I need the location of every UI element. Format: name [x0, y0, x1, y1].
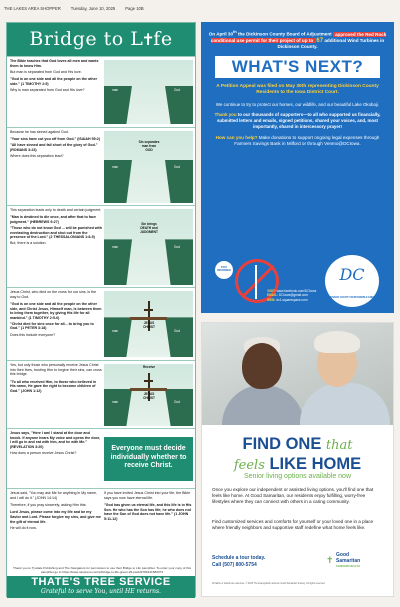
panel-text [10, 59, 102, 95]
stay-informed-badge: STAY INFORMED [215, 261, 233, 279]
schedule-text: Schedule a tour today. [212, 555, 266, 561]
cliff-left [104, 389, 132, 426]
contact-info [267, 289, 329, 302]
cliff-left [104, 317, 132, 357]
brand-line-1: Good [336, 552, 350, 558]
cross-icon: ✝ [141, 30, 156, 49]
panel-line: Does this include everyone? [10, 332, 56, 337]
page-header [4, 2, 396, 14]
sponsor-name: THATE'S TREE SERVICE [31, 576, 171, 588]
help-body: Make donations to support ongoing legal expenses through Farmers Savings Bank in Milford or through Venmo@DCIowa. [234, 134, 380, 146]
panel-line: "Your sins have cut you off from God." (ISAIAH 59:2) [10, 137, 100, 142]
issue-date: Tuesday, June 10, 2025 [70, 5, 116, 11]
label-jesus: JESUS CHRIST [143, 321, 155, 329]
man-figure [222, 385, 304, 425]
panel-line: This separation leads only to death and certain judgment. [10, 208, 102, 212]
turbine-count: 67 [316, 37, 324, 44]
thanks-text [209, 112, 386, 129]
phone-number[interactable]: Call (507) 800-5754 [212, 561, 257, 568]
panel-line: "God is on one side and all the people on the other side." (1 TIMOTHY 2:5) [10, 77, 97, 86]
ad-footer-art [207, 255, 388, 309]
cross-bridge-illustration [104, 291, 193, 357]
bridge-title-right: fe [153, 28, 173, 50]
brand-line-2: Samaritan [336, 557, 361, 564]
label-god: God [174, 400, 181, 404]
bridge-plank [130, 388, 167, 391]
panel-text [10, 290, 102, 340]
senior-options-tagline: Senior living options available now [243, 473, 351, 480]
panel-line: "Those who do not know God ... will be punished with everlasting destruction and shut out from the presence of the Lord." (2 THESSALONIANS 1:8-9) [10, 226, 102, 240]
panel-line: Therefore, if you pray sincerely, asking Him this: [10, 502, 87, 507]
label-god: God [174, 245, 181, 249]
intro-text: On April 30 [208, 31, 234, 37]
panel-text [10, 130, 102, 162]
ad-body-2: Find customized services and comforts for yourself or your loved one in a place where friendly neighbors and supportive staff redefine what home feels like. [212, 519, 374, 530]
bridge-panel-final [7, 488, 195, 564]
good-samaritan-logo [336, 553, 388, 570]
headline-part: LIKE HOME [269, 455, 362, 473]
panel-line: Why is man separated from God and His love? [10, 87, 85, 92]
brand-sub: SANFORD HEALTH [336, 565, 360, 569]
headline-part: FIND ONE [242, 435, 322, 453]
panel-line: Yes, but only those who personally receive Jesus Christ into their lives, trusting Him to forgive their sins, can cross this bridge. [10, 363, 102, 377]
eternal-life-text [104, 491, 192, 523]
senior-living-ad [201, 322, 394, 597]
permission-note: Thank you to Tyndale Publishing and The Navigators for permission to use their Bridge to Life pamphlet. To order your copy of this pamphlet go to https://www.navpress.com/p/bridge-to-life-green-25-pack/9781641583373 [13, 566, 191, 574]
good-samaritan-logo-icon: ✝ [326, 555, 334, 565]
label-man: man [112, 329, 119, 333]
bridge-panel-6 [7, 428, 195, 488]
bridge-plank [130, 317, 167, 320]
cross-bridge-illustration [104, 364, 193, 426]
label-receive: Receive [142, 365, 156, 369]
page-number: Page 10B [125, 5, 144, 11]
ad-intro [207, 29, 388, 50]
label-man: man [112, 165, 119, 169]
wind-turbine-ad [201, 22, 394, 313]
headline-script: that [325, 438, 353, 453]
label-man: man [112, 245, 119, 249]
visit-key: VISIT: [267, 289, 276, 293]
panel-line: "Christ died for sins once for all... to bring you to God." (1 PETER 3:18) [10, 321, 94, 331]
bridge-title [7, 23, 195, 56]
intro-sup: th [233, 30, 237, 34]
whats-next-headline: WHAT'S NEXT? [215, 56, 380, 78]
web-value: dc1.squarespace.com [276, 297, 308, 302]
woman-figure [300, 383, 390, 425]
label-jesus: JESUS CHRIST [143, 392, 155, 400]
headline-script: feels [233, 458, 265, 473]
paper-name: THE LAKES AREA SHOPPER [4, 5, 61, 11]
cliff-illustration [104, 209, 193, 285]
label-god: God [174, 88, 181, 92]
panel-line: How does a person receive Jesus Christ? [10, 450, 77, 455]
label-man: man [112, 400, 119, 404]
label-god: God [174, 329, 181, 333]
legal-fine-print: All faiths or beliefs are welcome. © 2025 The Evangelical Lutheran Good Samaritan Society. All rights reserved. [212, 583, 326, 585]
email-key: EMAIL: [267, 293, 278, 298]
woman-hair [314, 331, 360, 353]
label-sin: Sin separates man from GOD [138, 140, 160, 152]
panel-line: But man is separated from God and His love. [10, 69, 82, 74]
find-one-headline [202, 435, 393, 475]
bridge-panel-1 [7, 56, 195, 127]
bridge-panel-4 [7, 287, 195, 360]
cliff-right [165, 317, 193, 357]
intro-highlight: approved the Red Rock conditional use permit for their project of up to [210, 31, 387, 43]
panel-text [10, 208, 102, 249]
sponsor-banner [7, 576, 195, 598]
panel-line: Jesus said, "You may ask Me for anything in My name, and I will do it." (JOHN 14:14) [10, 491, 98, 500]
prayer-text [10, 491, 102, 533]
panel-text [10, 431, 102, 458]
panel-line: The Bible teaches that God loves all men and wants them to know Him. [10, 59, 99, 68]
panel-line: Because he has sinned against God. [10, 130, 69, 134]
panel-line: "God is on one side and all the people on the other side, and Christ Jesus, Himself man, is between them to bring them together, by giving His life for all mankind." (1 TIMOTHY 2:5-6) [10, 301, 102, 320]
panel-line: If you have invited Jesus Christ into your life, the Bible says you now have eternal life. [104, 491, 191, 500]
panel-line: Jesus says, "Here I am! I stand at the door and knock. If anyone hears My voice and opens the door, I will go in and eat with him, and he with Me." (REVELATION 3:20) [10, 431, 101, 449]
bridge-panel-5 [7, 360, 195, 428]
petition-text: A Petition Appeal was filed on May 30th representing Dickinson County Residents to the Iowa District Court. [216, 84, 379, 96]
thanks-body: to our thousands of supporters—to all who supported us financially, submitted letters and emails, signed petitions, shared your voices, and, most importantly, shared in intercessory prayer! [216, 112, 381, 129]
panel-line: Where does this separation lead? [10, 154, 64, 159]
panel-line: Jesus Christ, who died on the cross for our sins, is the way to God. [10, 290, 97, 299]
bridge-title-left: Bridge to L [29, 28, 144, 50]
web-key: WEB: [267, 297, 276, 302]
label-man: man [112, 88, 119, 92]
panel-line: But, there is a solution. [10, 241, 47, 246]
sponsor-tagline: Grateful to serve You, until HE returns. [41, 588, 161, 595]
cliff-illustration [104, 60, 193, 124]
decision-callout: Everyone must decide individually whether to receive Christ. [104, 437, 193, 481]
panel-line: "God has given us eternal life, and this life is in His Son. He who has the Son has life; he who does not have the Son of God does not have life." (1 JOHN 5:11-12) [104, 502, 192, 521]
dc-logo [325, 255, 379, 307]
panel-line: "All have sinned and fall short of the glory of God." (ROMANS 3:23) [10, 143, 98, 153]
panel-line: He will do it now. [10, 525, 37, 530]
bridge-panel-2 [7, 127, 195, 205]
label-god: God [174, 165, 181, 169]
help-lead: How can you help? [215, 134, 258, 140]
visit-value: www.facebook.com/DCIowa [276, 289, 317, 293]
bridge-panel-3 [7, 205, 195, 287]
dc-logo-sub: DICKINSON COUNTY RESPONSIBLE ENERGY [325, 296, 379, 299]
protect-text: We continue to try to protect our homes, our wildlife, and our beautiful Lake Okoboji. [215, 101, 380, 107]
couple-photo [202, 323, 393, 425]
label-death: Sin brings DEATH and JUDGMENT [140, 222, 158, 234]
panel-text [10, 363, 102, 395]
panel-line: "To all who received Him, to those who believed in His name, He gave the right to become children of God." (JOHN 1:12) [10, 379, 97, 393]
intro-text: the Dickinson County Board of Adjustment [236, 31, 333, 37]
email-value: DCIowa@gmail.com [278, 293, 308, 298]
panel-line: "Man is destined to die once, and after that to face judgment." (HEBREWS 9:27) [10, 215, 96, 224]
cliff-illustration [104, 131, 193, 203]
panel-line: Lord Jesus, please come into my life and be my Savior and Lord. Please forgive my sins, and give me the gift of eternal life. [10, 510, 101, 524]
intro-text: additional Wind Turbines in Dickinson County. [277, 37, 385, 49]
man-face [242, 343, 282, 389]
turbine-icon [255, 265, 257, 299]
help-text [209, 135, 386, 147]
schedule-tour [212, 555, 265, 568]
dc-logo-letters: DC [339, 265, 365, 284]
cliff-right [165, 389, 193, 426]
bridge-to-life-ad [6, 22, 196, 597]
thanks-lead: Thank you [214, 112, 237, 118]
ad-body-1: Once you explore our independent or assisted living options, you'll find one that feels like home. At Good Samaritan, our residents enjoy fulfilling, worry-free lifestyles where they can connect with others in a caring community. [212, 487, 374, 504]
